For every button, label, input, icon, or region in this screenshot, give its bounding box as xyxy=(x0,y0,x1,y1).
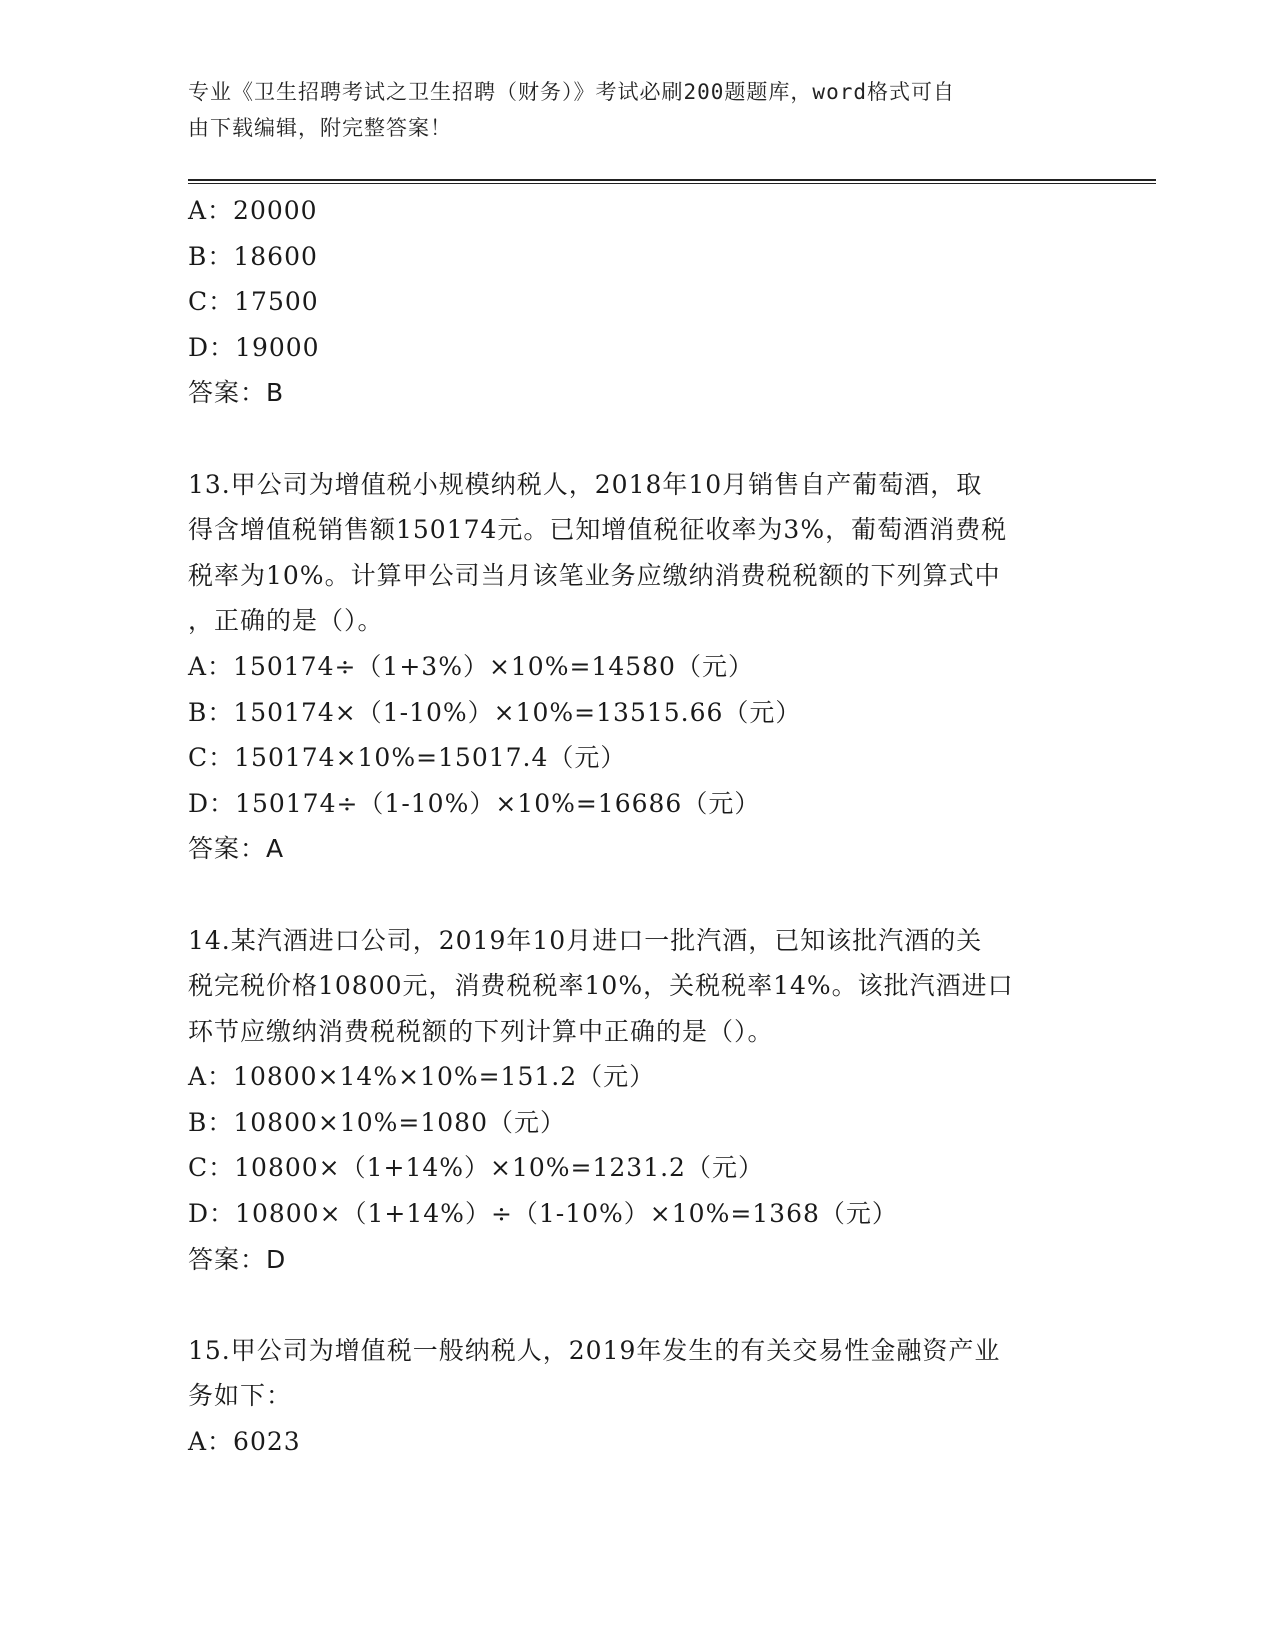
spacer xyxy=(188,1282,1088,1328)
option-a: A：10800×14%×10%=151.2（元） xyxy=(188,1062,656,1092)
option-a: A：150174÷（1+3%）×10%=14580（元） xyxy=(188,651,754,681)
header-line-1: 专业《卫生招聘考试之卫生招聘（财务）》考试必刷200题题库，word格式可自 xyxy=(188,80,955,104)
option-c: C：17500 xyxy=(188,287,319,317)
option-d: D：150174÷（1-10%）×10%=16686（元） xyxy=(188,788,761,818)
option-c: C：10800×（1+14%）×10%=1231.2（元） xyxy=(188,1153,764,1183)
question-content xyxy=(188,188,1088,1465)
option-b: B：18600 xyxy=(188,241,318,271)
question-stem-line: 得含增值税销售额150174元。已知增值税征收率为3%，葡萄酒消费税 xyxy=(188,515,1008,545)
answer-line: 答案：A xyxy=(188,834,285,864)
question-stem-line: 环节应缴纳消费税税额的下列计算中正确的是（）。 xyxy=(188,1016,774,1046)
answer-line: 答案：D xyxy=(188,1244,287,1274)
option-d: D：19000 xyxy=(188,332,320,362)
header-line-2: 由下载编辑，附完整答案！ xyxy=(188,116,452,140)
question-stem-line: 务如下： xyxy=(188,1381,293,1411)
option-b: B：150174×（1-10%）×10%=13515.66（元） xyxy=(188,697,802,727)
answer-line: 答案：B xyxy=(188,378,285,408)
option-a: A：6023 xyxy=(188,1427,301,1457)
option-d: D：10800×（1+14%）÷（1-10%）×10%=1368（元） xyxy=(188,1199,898,1229)
document-header xyxy=(188,74,1068,146)
option-b: B：10800×10%=1080（元） xyxy=(188,1107,566,1137)
spacer xyxy=(188,416,1088,462)
header-divider xyxy=(188,179,1156,181)
option-a: A：20000 xyxy=(188,196,318,225)
question-14 xyxy=(188,918,1088,1283)
header-divider-thin xyxy=(188,183,1156,184)
question-stem-line: 税完税价格10800元，消费税税率10%，关税税率14%。该批汽酒进口 xyxy=(188,971,1014,1001)
question-stem-line: 15.甲公司为增值税一般纳税人，2019年发生的有关交易性金融资产业 xyxy=(188,1335,1001,1365)
question-stem-line: 税率为10%。计算甲公司当月该笔业务应缴纳消费税税额的下列算式中 xyxy=(188,560,1001,590)
question-13 xyxy=(188,462,1088,872)
question-stem-line: ，正确的是（）。 xyxy=(188,606,384,636)
question-15 xyxy=(188,1328,1088,1465)
question-stem-line: 14.某汽酒进口公司，2019年10月进口一批汽酒，已知该批汽酒的关 xyxy=(188,925,983,955)
question-stem-line: 13.甲公司为增值税小规模纳税人，2018年10月销售自产葡萄酒，取 xyxy=(188,469,983,499)
question-12 xyxy=(188,188,1088,416)
option-c: C：150174×10%=15017.4（元） xyxy=(188,743,627,773)
spacer xyxy=(188,872,1088,918)
